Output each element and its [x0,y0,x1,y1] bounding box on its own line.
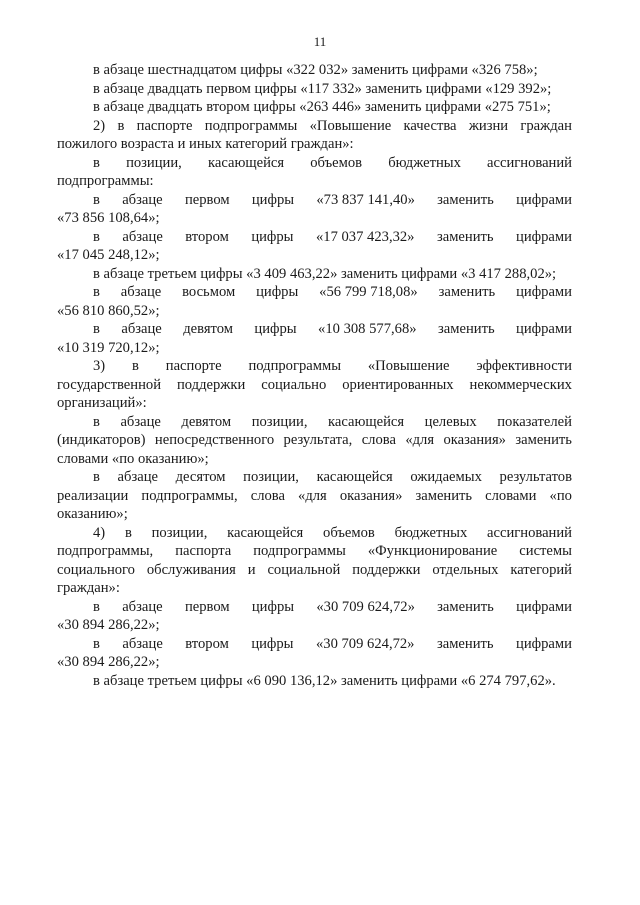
word: подпрограммы, [141,487,238,504]
document-body [57,61,572,690]
word: заменить [436,228,494,245]
word: непосредственного [154,432,275,448]
text-line: словами «по оказанию»; [57,450,209,467]
text-line [57,320,572,339]
word: абзаце [120,413,161,430]
text-line: в абзаце двадцать первом цифры «117 332» заменить цифрами «129 392»; [93,80,552,97]
word: обслуживания [146,561,236,578]
word: «Повышение [367,358,450,374]
word: абзаце [117,469,158,485]
word: социально [261,376,327,393]
text-line: в абзаце двадцать втором цифры «263 446» заменить цифрами «275 751»; [93,99,551,115]
word: позиции, [251,413,308,430]
text-line [57,117,572,136]
text-line [57,468,572,487]
word: в [93,284,100,300]
word: «17 037 423,32» [315,228,415,245]
page-number: 11 [313,34,327,49]
word: в [124,524,132,541]
word: паспорте [165,358,222,374]
word: заменить [437,598,494,615]
word: втором [185,228,229,245]
word: качества [403,117,457,134]
word: «для [405,432,435,448]
word: ассигнований [487,154,572,171]
word: абзаце [121,321,162,337]
text-line: пожилого возраста и иных категорий граждан»: [57,136,354,152]
word: абзаце [122,191,163,208]
word: касающейся [227,524,304,541]
word: «56 799 718,08» [319,284,418,300]
text-line [57,376,572,395]
word: «Повышение [309,117,392,134]
text-line [57,635,572,654]
text-line: «30 894 286,22»; [57,654,160,670]
word: (индикаторов) [57,432,146,448]
word: абзаце [122,228,163,245]
word: в [93,635,100,652]
word: эффективности [476,358,572,374]
word: 2) [93,117,106,134]
word: «73 837 141,40» [316,191,415,208]
text-line [57,598,572,617]
word: касающейся [207,154,285,171]
word: в [132,358,139,374]
word: заменить [438,321,495,337]
word: цифрами [516,191,572,208]
text-line: в абзаце третьем цифры «3 409 463,22» заменить цифрами «3 417 288,02»; [93,265,557,282]
word: бюджетных [388,154,461,171]
word: цифрами [516,598,572,615]
word: слова [361,432,396,448]
word: цифры [256,284,299,300]
word: цифры [251,635,294,652]
word: паспорта [175,543,232,559]
word: цифры [251,191,295,208]
word: социального [57,561,135,578]
word: в [93,413,100,430]
word: касающейся [316,469,393,485]
text-line: «10 319 720,12»; [57,339,160,356]
word: заменить [438,284,496,300]
word: слова [250,487,285,504]
text-line [57,561,572,580]
word: 4) [93,524,106,541]
text-line [57,191,572,210]
word: цифрами [516,284,572,300]
word: заменить [436,635,494,652]
word: оказания» [443,432,506,448]
word: оказания» [339,487,403,504]
text-line [57,487,572,506]
text-line: «17 045 248,12»; [57,247,160,263]
word: ассигнований [487,524,572,541]
word: десятом [175,469,226,485]
text-line: организаций»: [57,395,147,411]
word: абзаце [120,284,162,300]
word: касающейся [328,413,405,430]
text-line: оказанию»; [57,506,128,522]
word: паспорте [136,117,193,134]
word: девятом [183,321,233,337]
text-line [57,431,572,450]
word: объемов [323,524,375,541]
text-line [57,228,572,247]
text-line: граждан»: [57,580,120,596]
word: в [117,117,125,134]
word: в [93,191,100,208]
word: в [93,321,100,337]
text-line: подпрограммы: [57,173,154,189]
text-line [57,524,572,543]
text-line [57,413,572,432]
text-line: в абзаце третьем цифры «6 090 136,12» заменить цифрами «6 274 797,62». [93,672,556,689]
word: объемов [310,154,363,171]
word: восьмом [182,284,236,300]
word: цифры [251,598,295,615]
word: в [93,598,100,615]
word: первом [184,598,230,615]
word: «для [298,487,327,504]
word: ожидаемых [410,469,482,485]
word: отдельных [432,561,499,578]
text-line [57,357,572,376]
word: «10 308 577,68» [318,321,417,337]
word: категорий [510,561,572,578]
word: «по [549,487,572,504]
word: и [247,561,256,578]
word: словами [485,487,537,504]
word: «Функционирование [367,543,498,559]
word: результата, [283,432,353,448]
word: заменить [415,487,473,504]
text-line [57,283,572,302]
word: в [93,469,100,485]
word: поддержки [176,376,246,393]
word: позиции, [126,154,182,171]
word: подпрограммы [204,117,298,134]
word: целевых [424,413,477,430]
word: абзаце [122,598,163,615]
word: социальной [267,561,341,578]
word: «30 709 624,72» [315,635,415,652]
word: цифрами [516,321,572,337]
word: первом [184,191,230,208]
word: цифрами [516,635,572,652]
word: поддержки [352,561,421,578]
word: абзаце [122,635,163,652]
word: подпрограммы [248,358,342,374]
word: девятом [181,413,232,430]
word: граждан [520,117,572,134]
word: втором [185,635,229,652]
text-line: в абзаце шестнадцатом цифры «322 032» заменить цифрами «326 758»; [93,62,538,78]
word: заменить [437,191,494,208]
text-line: «73 856 108,64»; [57,210,160,226]
word: позиции, [243,469,299,485]
word: цифрами [516,228,572,245]
word: 3) [93,358,106,374]
word: позиции, [151,524,208,541]
word: подпрограммы [253,543,346,559]
text-line [57,542,572,561]
text-line [57,154,572,173]
word: заменить [515,432,572,448]
word: «30 709 624,72» [316,598,415,615]
word: бюджетных [394,524,468,541]
word: подпрограммы, [57,543,154,559]
word: некоммерческих [469,376,572,393]
word: результатов [499,469,572,485]
word: системы [519,543,572,559]
word: в [93,228,100,245]
word: в [93,154,100,171]
word: цифры [254,321,297,337]
word: государственной [57,376,162,393]
text-line: «56 810 860,52»; [57,302,160,319]
word: ориентированных [342,376,454,393]
word: реализации [57,487,129,504]
word: цифры [251,228,294,245]
word: жизни [468,117,509,134]
text-line: «30 894 286,22»; [57,617,160,633]
word: показателей [497,413,572,430]
